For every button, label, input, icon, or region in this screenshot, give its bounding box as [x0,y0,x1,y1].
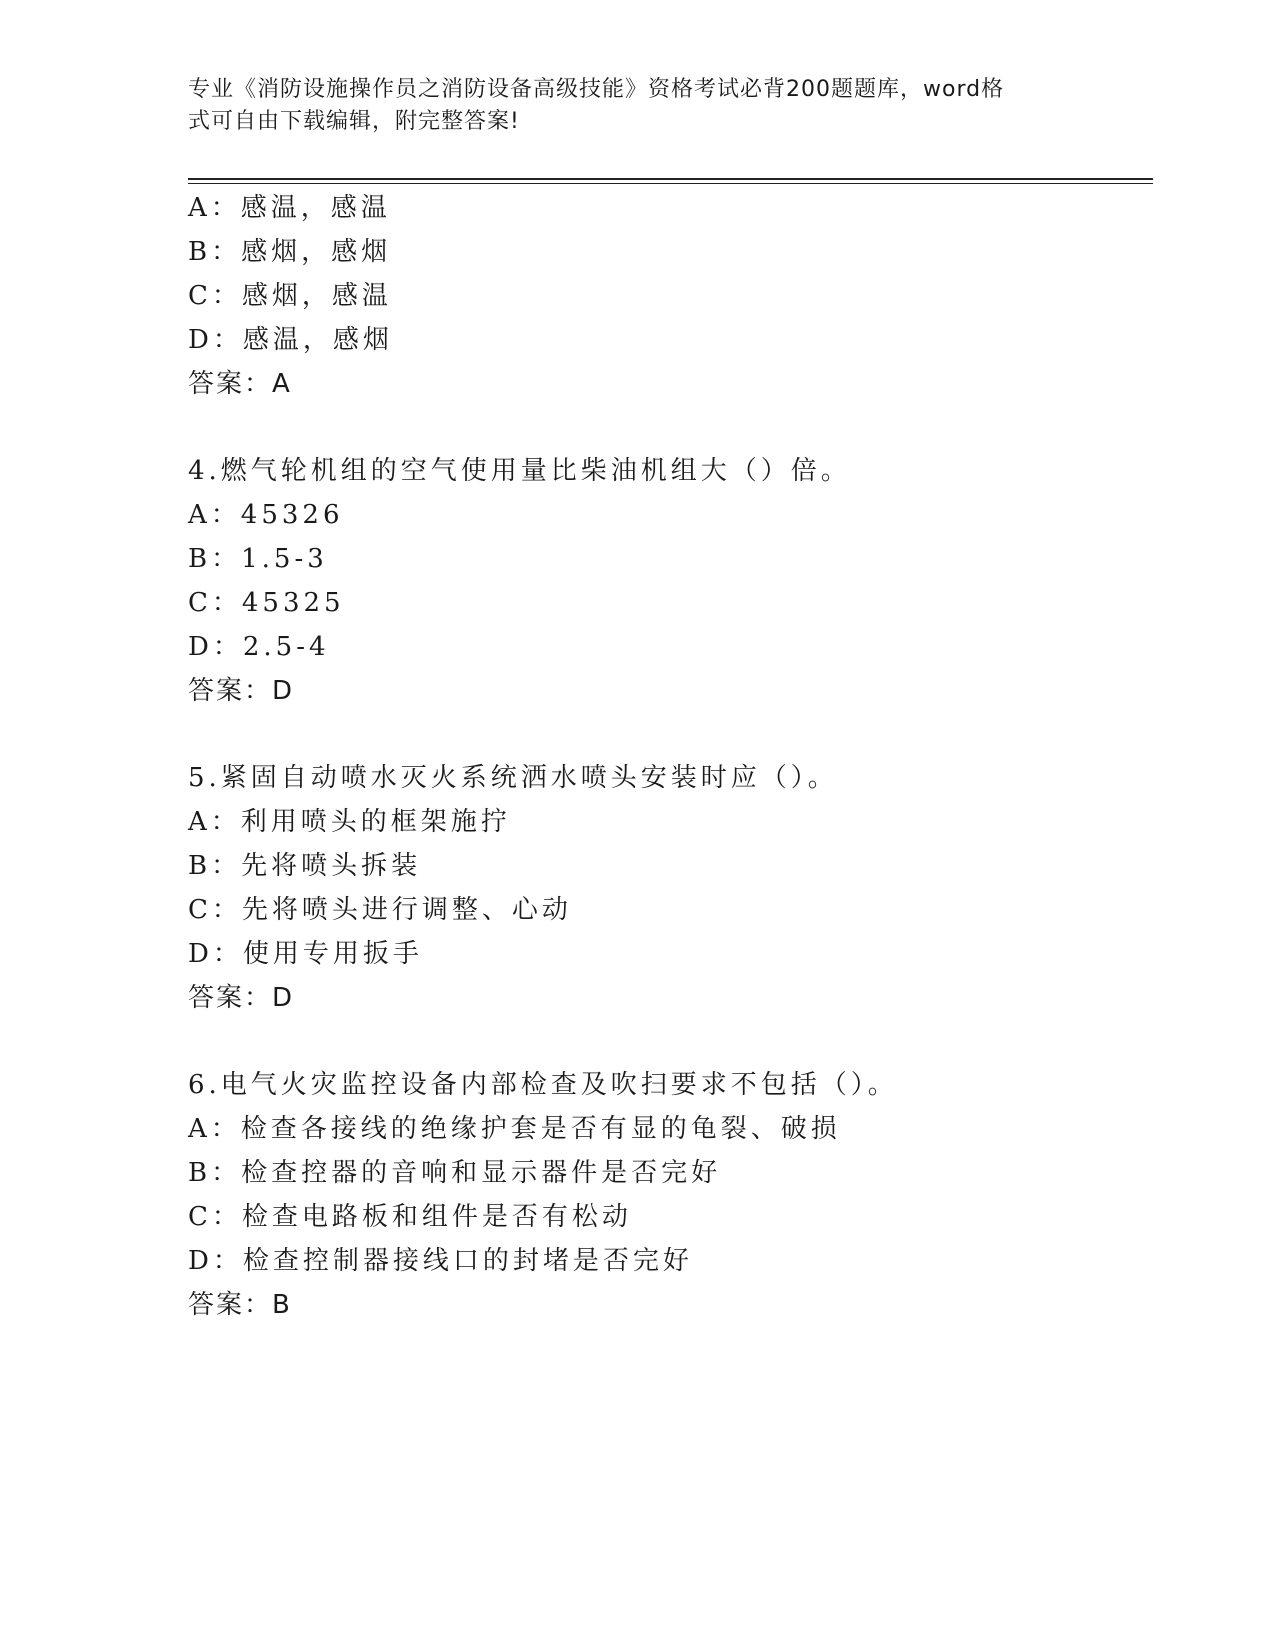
q3-option-d: D：感温，感烟 [188,325,393,355]
q3-answer: 答案：A [188,369,292,399]
header-divider-thick [188,178,1153,180]
q4-option-b: B：1.5-3 [188,544,328,574]
q6-question: 6.电气火灾监控设备内部检查及吹扫要求不包括（）。 [188,1070,898,1100]
q3-option-a: A：感温，感温 [188,193,391,223]
q4-question: 4.燃气轮机组的空气使用量比柴油机组大（）倍。 [188,456,851,486]
header-divider-thin [188,183,1153,184]
q6-option-a: A：检查各接线的绝缘护套是否有显的龟裂、破损 [188,1114,841,1144]
q6-answer: 答案：B [188,1290,292,1320]
q3-option-b: B：感烟，感烟 [188,237,392,267]
q5-option-c: C：先将喷头进行调整、心动 [188,895,572,925]
q6-option-d: D：检查控制器接线口的封堵是否完好 [188,1246,693,1276]
q5-option-d: D：使用专用扳手 [188,939,423,969]
q3-option-c: C：感烟，感温 [188,281,392,311]
header-line-1: 专业《消防设施操作员之消防设备高级技能》资格考试必背200题题库，word格 [188,77,1005,102]
q5-question: 5.紧固自动喷水灭火系统洒水喷头安装时应（）。 [188,763,838,793]
q4-option-c: C：45325 [188,588,345,618]
header-line-2: 式可自由下载编辑，附完整答案! [188,109,520,134]
q5-answer: 答案：D [188,983,295,1013]
q6-option-b: B：检查控器的音响和显示器件是否完好 [188,1158,722,1188]
q4-option-d: D：2.5-4 [188,632,330,662]
document-header [188,74,1068,138]
q6-option-c: C：检查电路板和组件是否有松动 [188,1202,632,1232]
q5-option-b: B：先将喷头拆装 [188,851,422,881]
q4-option-a: A：45326 [188,500,344,530]
q5-option-a: A：利用喷头的框架施拧 [188,807,511,837]
q4-answer: 答案：D [188,676,295,706]
